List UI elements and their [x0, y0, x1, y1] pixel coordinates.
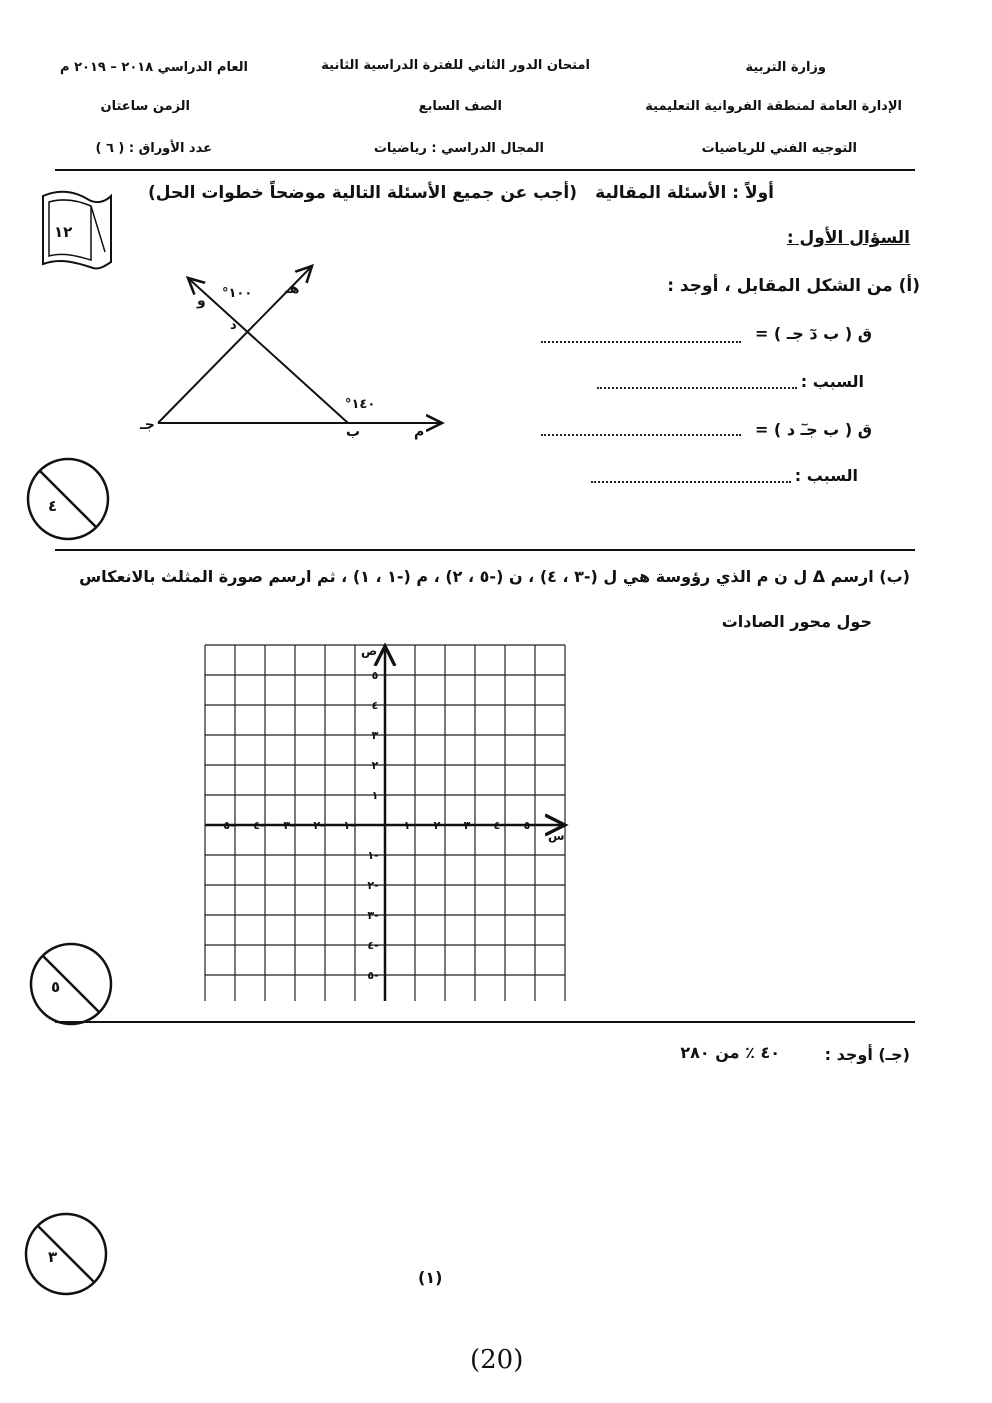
- part-a-divider: [55, 549, 915, 551]
- part-a-label: (أ) من الشكل المقابل ، أوجد :: [667, 276, 920, 296]
- y-tick-label: ١-: [367, 849, 379, 862]
- x-axis-label: س: [548, 829, 565, 843]
- y-tick-label: ٣: [371, 729, 379, 742]
- part-b-score: ٥: [51, 978, 61, 996]
- point-d-label: د: [230, 318, 237, 333]
- outer-page-number: (20): [470, 1345, 524, 1375]
- angle-100-label: ١٠٠°: [222, 286, 253, 301]
- x-tick-label: ١-: [343, 819, 355, 832]
- y-axis-label: ص: [361, 644, 378, 658]
- line-b-w: [188, 278, 348, 423]
- y-tick-label: ٤: [371, 699, 379, 712]
- total-score: ١٢: [54, 223, 73, 241]
- exam-duration: الزمن ساعتان: [100, 99, 190, 114]
- y-tick-label: ٣-: [367, 909, 379, 922]
- reason-1-label: السبب :: [800, 372, 864, 391]
- school-year: العام الدراسي ٢٠١٨ – ٢٠١٩ م: [60, 60, 248, 75]
- part-c-expression: ٤٠ ٪ من ٢٨٠: [680, 1043, 780, 1062]
- point-b-label: ب: [346, 424, 361, 440]
- part-c-score: ٣: [48, 1248, 58, 1266]
- reason-1-answer-line[interactable]: [597, 387, 797, 389]
- grade-label: الصف السابع: [418, 99, 502, 114]
- part-b-score-circle: [28, 941, 114, 1027]
- x-tick-label: ٥: [523, 819, 531, 832]
- subject-label: المجال الدراسي : رياضيات: [373, 141, 544, 156]
- angle-bjd-question: ق ( ب جـٓ د ) =: [754, 420, 872, 439]
- part-a-score: ٤: [48, 497, 58, 515]
- point-h-label: هـ: [285, 281, 300, 297]
- reason-2-answer-line[interactable]: [591, 481, 791, 483]
- section-instruction: (أجب عن جميع الأسئلة التالية موضحاً خطوات الحل): [148, 183, 577, 203]
- y-tick-label: ١: [371, 789, 379, 802]
- header-divider: [55, 169, 915, 171]
- coordinate-grid[interactable]: [195, 640, 575, 1006]
- page-count: عدد الأوراق : ( ٦ ): [95, 141, 212, 156]
- x-tick-label: ٤-: [253, 819, 265, 832]
- supervision-label: التوجيه الفني للرياضيات: [701, 141, 857, 156]
- y-tick-label: ٤-: [367, 939, 379, 952]
- x-tick-label: ٥-: [223, 819, 235, 832]
- total-score-flag: [35, 186, 117, 272]
- part-c-score-circle: [23, 1211, 109, 1297]
- y-tick-label: ٥-: [367, 969, 379, 982]
- angle-bjd-answer-line[interactable]: [541, 434, 741, 436]
- part-b-divider: [55, 1021, 915, 1023]
- x-tick-label: ٣: [463, 819, 471, 832]
- part-b-line-1: (ب) ارسم Δ ل ن م الذي رؤوسة هي ل (-٣ ، ٤) ، ن (-٥ ، ٢) ، م (-١ ، ١) ، ثم ارسم صورة المثلث بالانعكاس: [79, 567, 910, 586]
- part-b-line-2: حول محور الصادات: [721, 612, 872, 631]
- x-tick-label: ٢: [433, 819, 441, 832]
- question-1-title: السؤال الأول :: [786, 228, 910, 248]
- angle-bdj-question: ق ( ب دٓ جـ ) =: [754, 324, 872, 343]
- ministry-label: وزارة التربية: [745, 60, 826, 75]
- x-tick-label: ١: [403, 819, 411, 832]
- part-c-label: (جـ) أوجد :: [824, 1045, 910, 1064]
- point-j-label: جـ: [140, 417, 155, 433]
- directorate-label: الإدارة العامة لمنطقة الفروانية التعليمية: [645, 99, 902, 114]
- reason-2-label: السبب :: [794, 466, 858, 485]
- point-a-label: م: [414, 424, 425, 440]
- y-tick-label: ٥: [371, 669, 379, 682]
- y-tick-label: ٢: [371, 759, 379, 772]
- angle-bdj-answer-line[interactable]: [541, 341, 741, 343]
- x-tick-label: ٢-: [313, 819, 325, 832]
- point-w-label: و: [197, 293, 206, 309]
- angle-140-label: ١٤٠°: [345, 397, 376, 412]
- inner-page-number: (١): [418, 1268, 443, 1287]
- exam-title: امتحان الدور الثاني للفترة الدراسية الثانية: [321, 58, 590, 73]
- x-tick-label: ٤: [493, 819, 501, 832]
- part-a-score-circle: [25, 456, 111, 542]
- y-tick-label: ٢-: [367, 879, 379, 892]
- x-tick-label: ٣-: [283, 819, 295, 832]
- section-title: أولاً : الأسئلة المقالية: [595, 183, 774, 203]
